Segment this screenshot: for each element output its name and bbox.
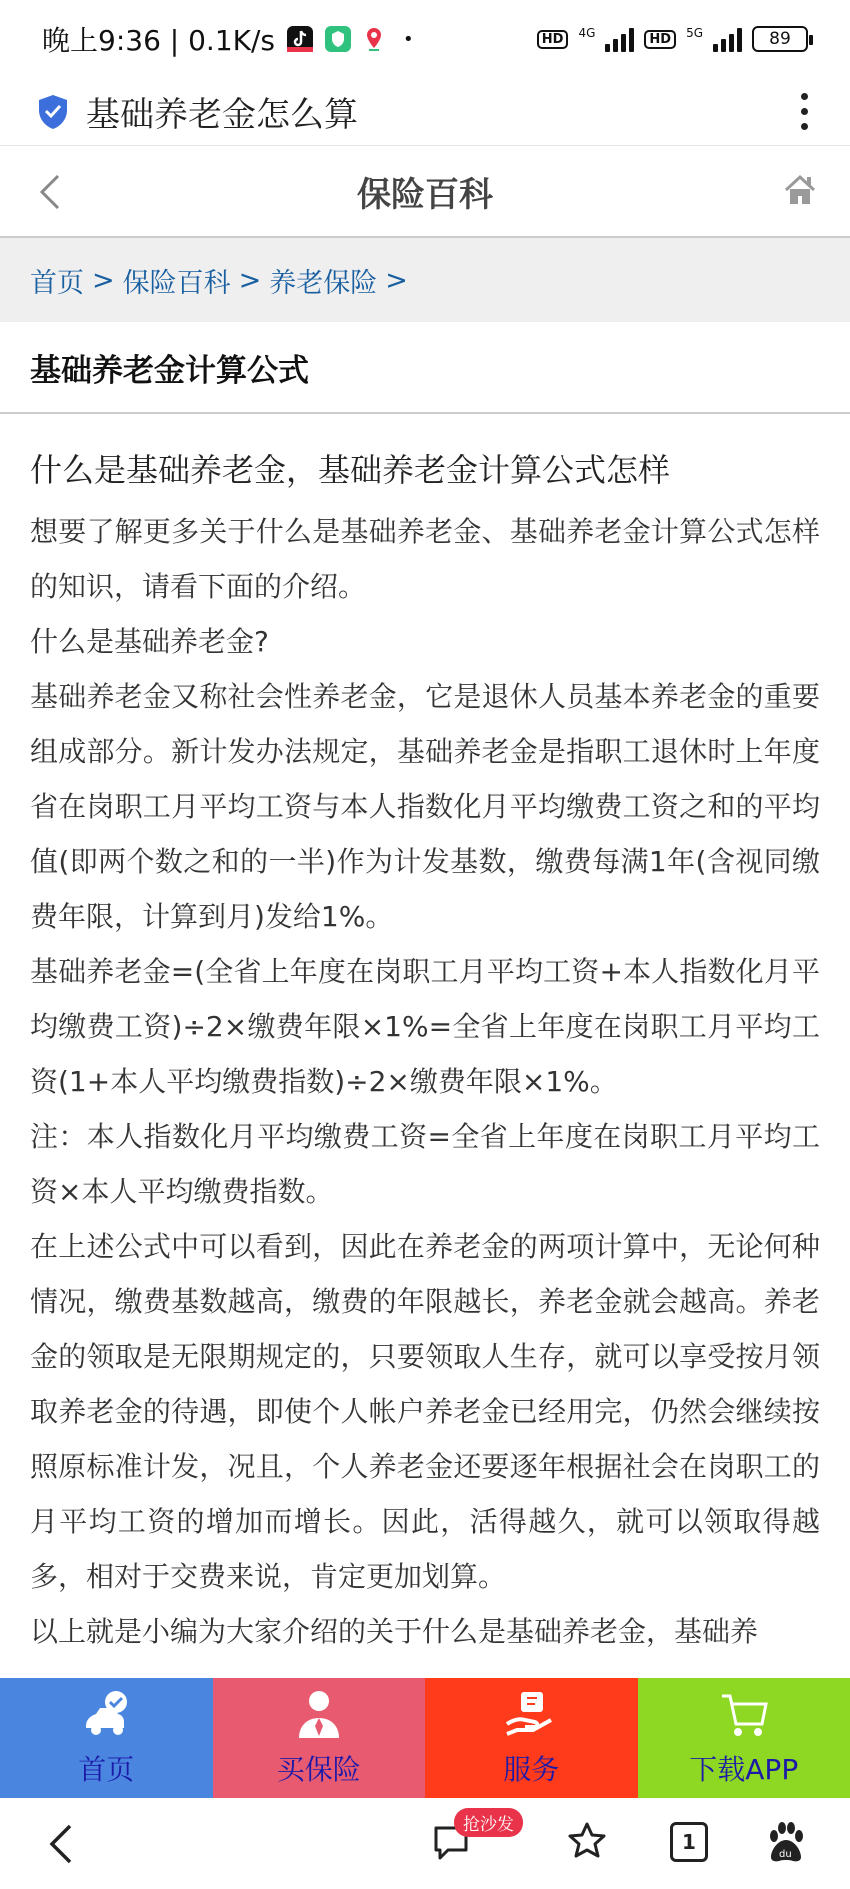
hd-badge: HD bbox=[537, 30, 569, 49]
article-heading: 什么是基础养老金，基础养老金计算公式怎样 bbox=[30, 451, 671, 489]
breadcrumb-separator: > bbox=[238, 264, 262, 296]
breadcrumb bbox=[0, 238, 850, 322]
status-dot: • bbox=[403, 28, 414, 50]
signal-icon bbox=[605, 26, 634, 52]
article-paragraph: 什么是基础养老金? bbox=[30, 625, 269, 658]
tab-home-label: 首页 bbox=[78, 1753, 135, 1786]
article-content bbox=[0, 414, 850, 1678]
breadcrumb-separator: > bbox=[92, 264, 115, 296]
svg-text:du: du bbox=[779, 1849, 792, 1860]
comment-badge[interactable]: 抢沙发 bbox=[454, 1808, 523, 1837]
tab-home[interactable] bbox=[0, 1678, 213, 1798]
tabs-count-button[interactable]: 1 bbox=[670, 1822, 708, 1862]
article-section-title: 基础养老金计算公式 bbox=[0, 322, 850, 414]
baidu-paw-icon[interactable] bbox=[766, 1820, 806, 1864]
location-pin-icon bbox=[363, 26, 385, 52]
site-header bbox=[0, 146, 850, 238]
site-title: 保险百科 bbox=[357, 174, 493, 215]
browser-page-title[interactable]: 基础养老金怎么算 bbox=[86, 95, 358, 135]
article-paragraph: 想要了解更多关于什么是基础养老金、基础养老金计算公式怎样的知识，请看下面的介绍。 bbox=[30, 515, 820, 603]
breadcrumb-pension-insurance[interactable]: 养老保险 bbox=[269, 267, 378, 299]
tab-buy-insurance[interactable] bbox=[213, 1678, 426, 1798]
article-paragraph: 基础养老金=(全省上年度在岗职工月平均工资+本人指数化月平均缴费工资)÷2×缴费年限×1%=全省上年度在岗职工月平均工资(1+本人平均缴费指数)÷2×缴费年限×1%。 bbox=[30, 955, 820, 1098]
article-paragraph: 注：本人指数化月平均缴费工资=全省上年度在岗职工月平均工资×本人平均缴费指数。 bbox=[30, 1120, 820, 1208]
hd-badge-2: HD bbox=[644, 30, 676, 49]
battery-icon: 89 bbox=[752, 26, 808, 52]
article-paragraph: 以上就是小编为大家介绍的关于什么是基础养老金，基础养 bbox=[30, 1615, 759, 1648]
person-icon bbox=[291, 1688, 347, 1742]
cart-icon bbox=[716, 1688, 772, 1742]
home-icon[interactable] bbox=[782, 172, 818, 208]
bottom-tab-bar bbox=[0, 1678, 850, 1798]
article-paragraph: 基础养老金又称社会性养老金，它是退休人员基本养老金的重要组成部分。新计发办法规定，基础养老金是指职工退休时上年度省在岗职工月平均工资与本人指数化月平均缴费工资之和的平均值(即两个数之和的一半)作为计发基数，缴费每满1年(含视同缴费年限，计算到月)发给1%。 bbox=[30, 680, 820, 933]
nav-back-icon[interactable] bbox=[46, 1822, 76, 1866]
security-app-icon bbox=[325, 26, 351, 52]
article-paragraph: 在上述公式中可以看到，因此在养老金的两项计算中，无论何种情况，缴费基数越高，缴费的年限越长，养老金就会越高。养老金的领取是无限期规定的，只要领取人生存，就可以享受按月领取养老金的待遇，即使个人帐户养老金已经用完，仍然会继续按照原标准计发，况且，个人养老金还要逐年根据社会在岗职工的月平均工资的增加而增长。因此，活得越久，就可以领取得越多，相对于交费来说，肯定更加划算。 bbox=[30, 1230, 820, 1593]
breadcrumb-separator: > bbox=[385, 264, 408, 296]
back-icon[interactable] bbox=[32, 170, 72, 214]
more-menu-icon[interactable] bbox=[794, 93, 814, 130]
tab-buy-insurance-label: 买保险 bbox=[276, 1753, 361, 1786]
shield-icon bbox=[36, 93, 70, 131]
network-4g-label: 4G bbox=[578, 26, 596, 40]
tab-download-app-label: 下载APP bbox=[689, 1753, 799, 1786]
browser-address-bar[interactable] bbox=[0, 78, 850, 146]
tab-download-app[interactable] bbox=[638, 1678, 850, 1798]
browser-nav-bar bbox=[0, 1798, 850, 1889]
signal-icon-2 bbox=[713, 26, 742, 52]
status-time: 晚上9:36 | 0.1K/s bbox=[42, 24, 276, 57]
service-hand-icon bbox=[503, 1688, 559, 1742]
tab-service[interactable] bbox=[425, 1678, 638, 1798]
tab-service-label: 服务 bbox=[503, 1753, 560, 1786]
breadcrumb-home[interactable]: 首页 bbox=[30, 267, 84, 299]
status-bar bbox=[0, 0, 850, 78]
tiktok-icon bbox=[287, 26, 313, 52]
breadcrumb-insurance-wiki[interactable]: 保险百科 bbox=[122, 267, 231, 299]
network-5g-label: 5G bbox=[686, 26, 703, 40]
star-icon[interactable] bbox=[566, 1820, 608, 1862]
car-check-icon bbox=[78, 1688, 134, 1742]
